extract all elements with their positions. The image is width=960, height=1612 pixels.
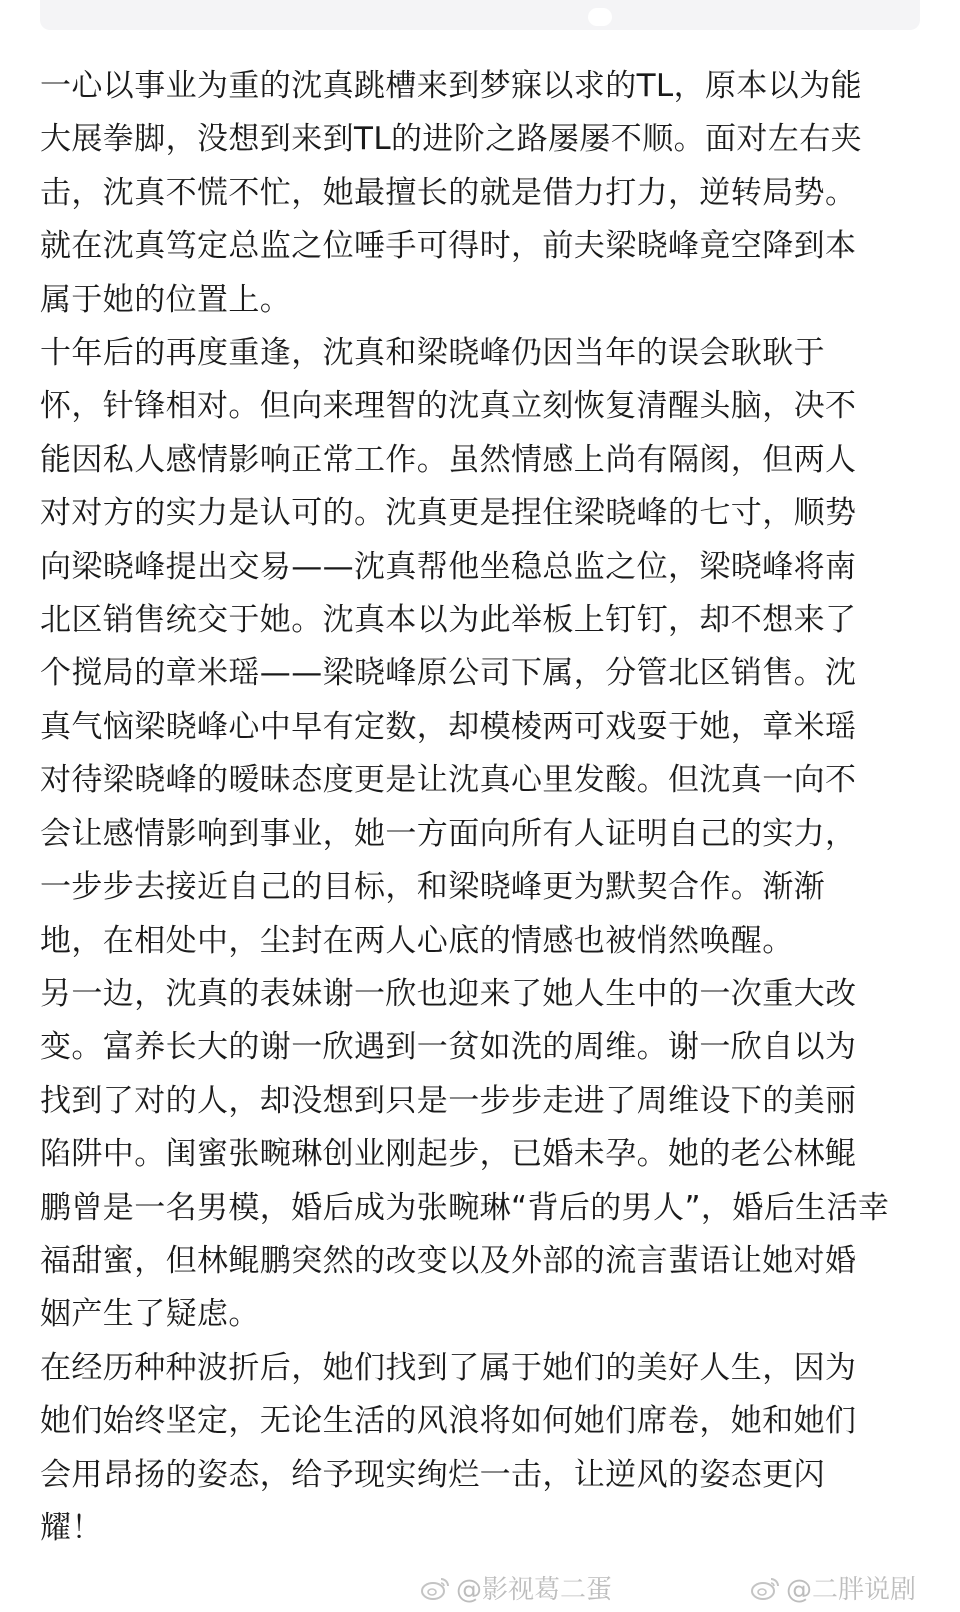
text-line: 个搅局的章米瑶——梁晓峰原公司下属，分管北区销售。沈 (40, 655, 857, 692)
paragraph-4 (40, 1342, 920, 1556)
text-line: 怀，针锋相对。但向来理智的沈真立刻恢复清醒头脑，决不 (40, 388, 857, 425)
text-line: 耀！ (40, 1509, 103, 1546)
paragraph-3 (40, 968, 920, 1342)
weibo-icon (750, 1575, 780, 1601)
text-line: 在经历种种波折后，她们找到了属于她们的美好人生，因为 (40, 1349, 857, 1386)
text-line: 姻产生了疑虑。 (40, 1296, 260, 1333)
text-line: 她们始终坚定，无论生活的风浪将如何她们席卷，她和她们 (40, 1403, 857, 1440)
watermark-bar (0, 1572, 960, 1606)
text-line: 十年后的再度重逢，沈真和梁晓峰仍因当年的误会耿耿于 (40, 335, 825, 372)
paragraph-2 (40, 327, 920, 968)
text-line: 就在沈真笃定总监之位唾手可得时，前夫梁晓峰竟空降到本 (40, 228, 857, 265)
article-body (40, 60, 920, 1555)
text-line: 地，在相处中，尘封在两人心底的情感也被悄然唤醒。 (40, 922, 794, 959)
text-line: 对待梁晓峰的暧昧态度更是让沈真心里发酸。但沈真一向不 (40, 762, 857, 799)
weibo-icon (420, 1575, 450, 1601)
watermark-right (750, 1569, 916, 1606)
text-line: 找到了对的人，却没想到只是一步步走进了周维设下的美丽 (40, 1082, 857, 1119)
watermark-right-text: @二胖说剧 (786, 1575, 917, 1605)
paragraph-1 (40, 60, 920, 327)
watermark-left (420, 1569, 612, 1606)
text-line: 会用昂扬的姿态，给予现实绚烂一击，让逆风的姿态更闪 (40, 1456, 825, 1493)
text-line: 属于她的位置上。 (40, 281, 292, 318)
watermark-left-text: @影视葛二蛋 (456, 1575, 613, 1605)
text-line: 另一边，沈真的表妹谢一欣也迎来了她人生中的一次重大改 (40, 975, 857, 1012)
search-bar-notch (588, 8, 612, 26)
text-line: 陷阱中。闺蜜张畹琳创业刚起步，已婚未孕。她的老公林鲲 (40, 1136, 857, 1173)
text-line: 一步步去接近自己的目标，和梁晓峰更为默契合作。渐渐 (40, 869, 825, 906)
text-line: 向梁晓峰提出交易——沈真帮他坐稳总监之位，梁晓峰将南 (40, 548, 857, 585)
text-line: 变。富养长大的谢一欣遇到一贫如洗的周维。谢一欣自以为 (40, 1029, 857, 1066)
text-line: 鹏曾是一名男模，婚后成为张畹琳“背后的男人”，婚后生活幸 (40, 1189, 890, 1226)
text-line: 一心以事业为重的沈真跳槽来到梦寐以求的TL，原本以为能 (40, 68, 863, 104)
text-line: 击，沈真不慌不忙，她最擅长的就是借力打力，逆转局势。 (40, 174, 857, 211)
text-line: 能因私人感情影响正常工作。虽然情感上尚有隔阂，但两人 (40, 441, 857, 478)
text-line: 真气恼梁晓峰心中早有定数，却模棱两可戏耍于她，章米瑶 (40, 708, 857, 745)
text-line: 会让感情影响到事业，她一方面向所有人证明自己的实力， (40, 815, 857, 852)
text-line: 福甜蜜，但林鲲鹏突然的改变以及外部的流言蜚语让她对婚 (40, 1242, 857, 1279)
text-line: 大展拳脚，没想到来到TL的进阶之路屡屡不顺。面对左右夹 (40, 121, 863, 158)
text-line: 北区销售统交于她。沈真本以为此举板上钉钉，却不想来了 (40, 602, 857, 639)
text-line: 对对方的实力是认可的。沈真更是捏住梁晓峰的七寸，顺势 (40, 495, 857, 532)
search-bar-remnant (40, 0, 920, 30)
